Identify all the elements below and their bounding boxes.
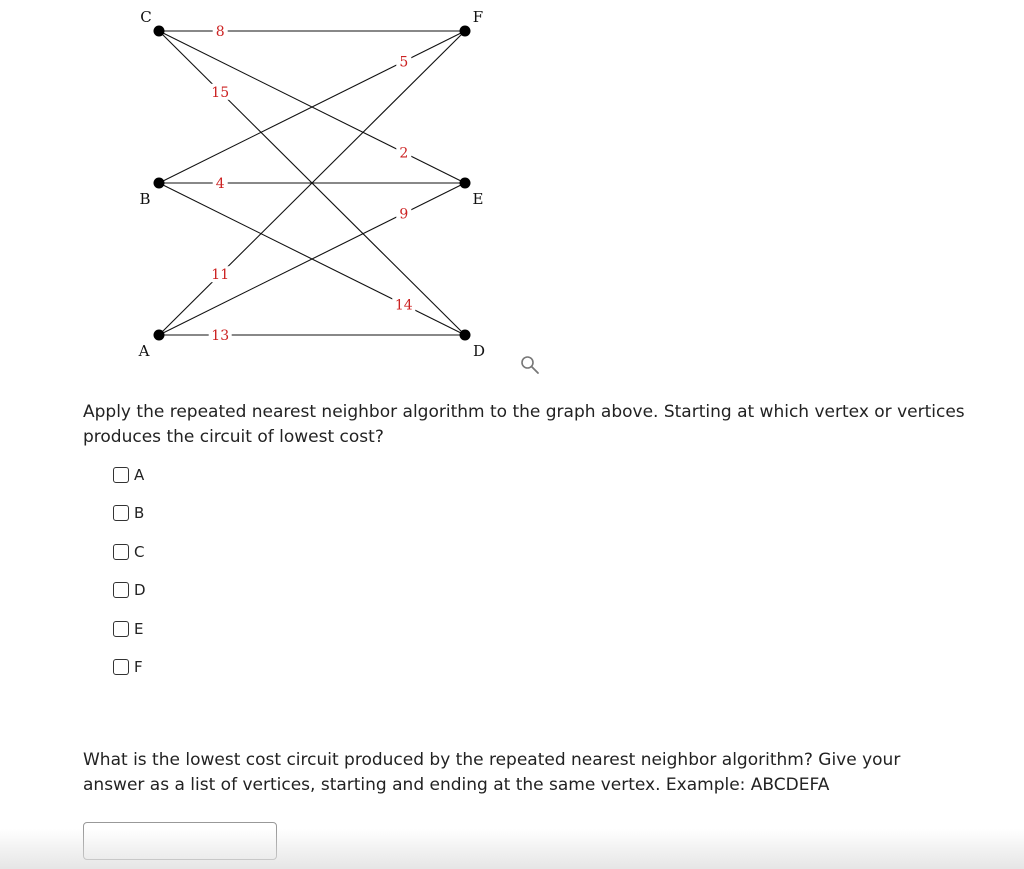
magnifier-icon[interactable] (519, 354, 541, 376)
option-b[interactable] (113, 500, 146, 538)
option-f-label: F (134, 657, 143, 676)
vertex-label-e: E (472, 190, 484, 208)
vertex-f (460, 26, 471, 37)
option-d[interactable] (113, 577, 146, 615)
checkbox-c[interactable] (113, 544, 129, 560)
weight-b-e: 4 (215, 176, 225, 192)
option-c-label: C (134, 542, 145, 561)
vertex-d (460, 330, 471, 341)
option-c[interactable] (113, 539, 146, 577)
vertex-e (460, 178, 471, 189)
weight-a-e: 9 (399, 206, 409, 223)
option-f[interactable] (113, 654, 146, 692)
vertex-label-d: D (472, 342, 486, 360)
vertex-label-b: B (139, 190, 151, 208)
question-1-text: Apply the repeated nearest neighbor algorithm to the graph above. Starting at which vertex or vertices produces the circuit of lowest cost? (83, 402, 965, 447)
weight-c-f: 8 (215, 24, 225, 40)
option-b-label: B (134, 504, 145, 523)
vertex-options (113, 462, 146, 692)
checkbox-d[interactable] (113, 582, 129, 598)
option-e-label: E (134, 619, 144, 638)
checkbox-a[interactable] (113, 467, 129, 483)
question-2-text: What is the lowest cost circuit produced by the repeated nearest neighbor algorithm? Give your answer as a list of vertices, starting and ending at the same vertex. Example: ABCDEFA (83, 750, 901, 795)
option-e[interactable] (113, 616, 146, 654)
weight-b-d: 14 (394, 297, 413, 314)
vertex-b (154, 178, 165, 189)
circuit-answer-input[interactable] (83, 822, 277, 860)
vertex-label-a: A (138, 342, 150, 360)
vertex-a (154, 330, 165, 341)
option-d-label: D (134, 581, 146, 600)
checkbox-b[interactable] (113, 505, 129, 521)
graph (0, 0, 1024, 380)
checkbox-e[interactable] (113, 621, 129, 637)
weight-b-f: 5 (399, 54, 409, 71)
vertex-label-c: C (140, 8, 152, 26)
vertex-label-f: F (472, 8, 484, 26)
weight-a-d: 13 (211, 328, 230, 344)
option-a[interactable] (113, 462, 146, 500)
option-a-label: A (134, 466, 145, 484)
vertex-c (154, 26, 165, 37)
checkbox-f[interactable] (113, 659, 129, 675)
weight-c-d: 15 (211, 84, 230, 101)
weight-c-e: 2 (399, 145, 409, 162)
weight-a-f: 11 (211, 267, 230, 284)
